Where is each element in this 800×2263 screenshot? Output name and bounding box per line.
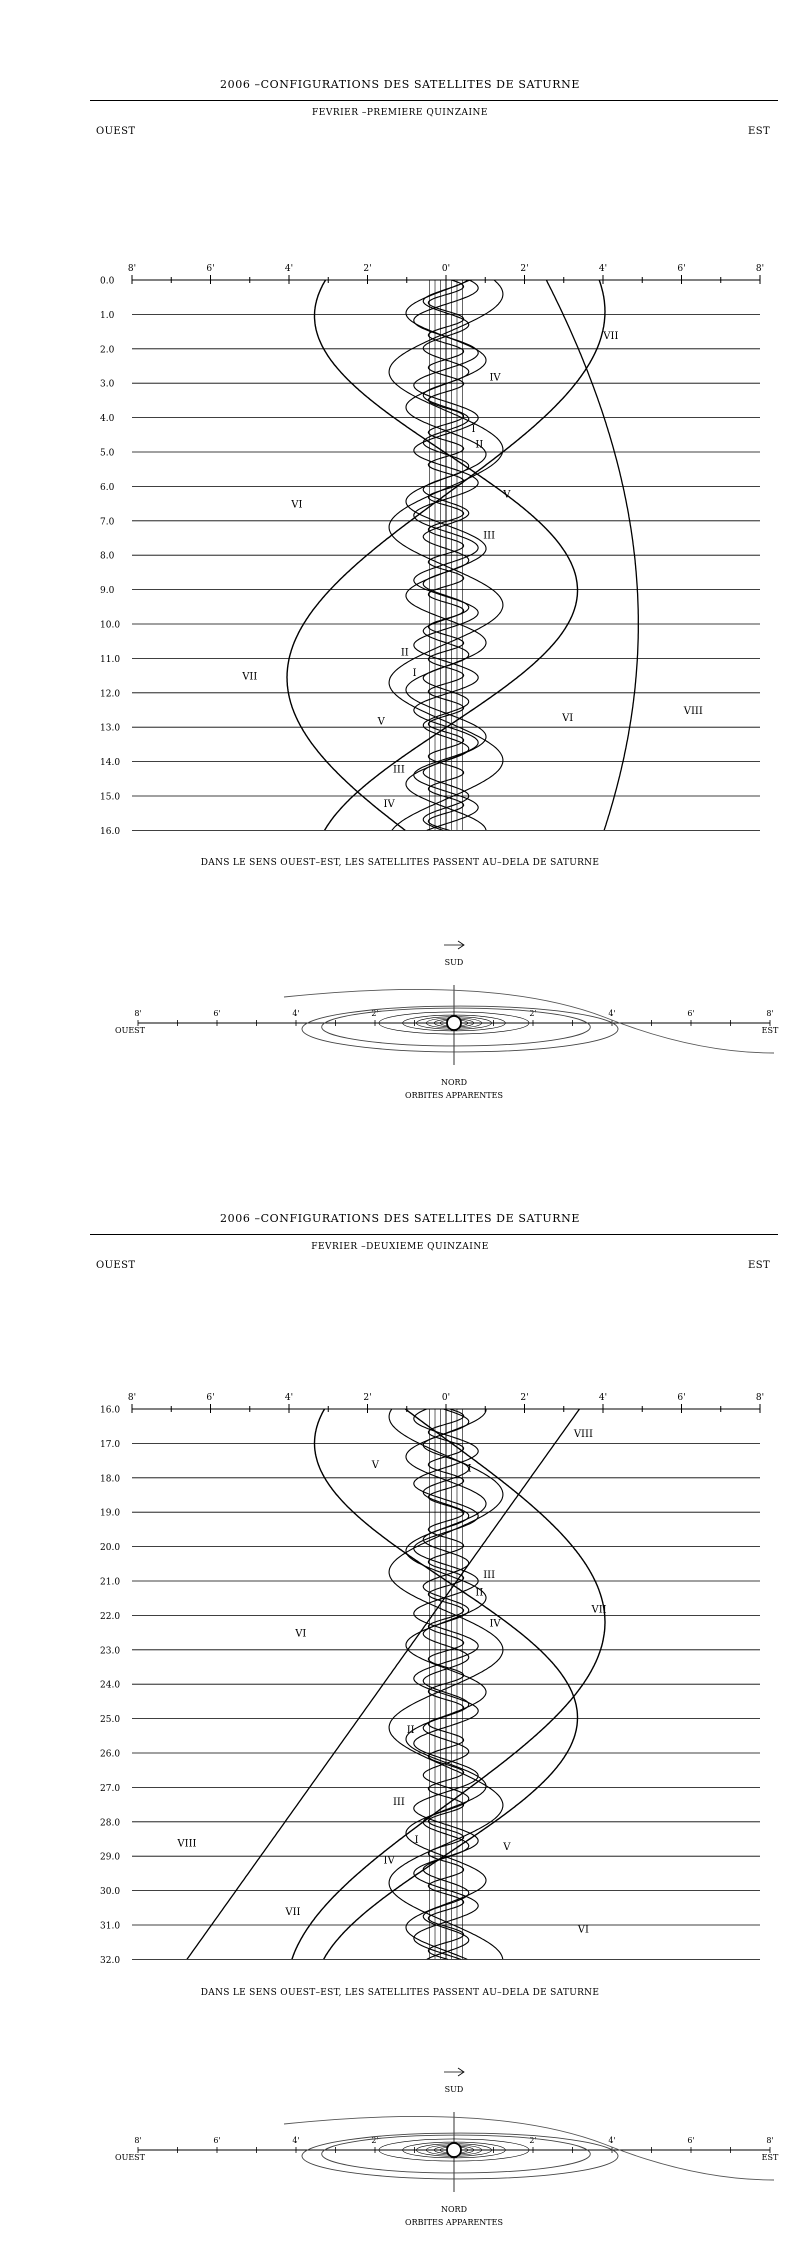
satellite-label: I	[467, 1463, 472, 1475]
day-label: 1.0	[100, 310, 115, 321]
day-label: 12.0	[100, 689, 121, 700]
day-label: 8.0	[100, 551, 115, 562]
day-label: 14.0	[100, 758, 121, 769]
saturn-disc	[447, 1016, 461, 1030]
x-tick-label: 2'	[520, 1393, 529, 1403]
day-label: 16.0	[100, 1405, 121, 1416]
satellite-label: III	[483, 1570, 496, 1582]
orbit-south-label: NORD	[441, 1078, 467, 1087]
satellite-label: VII	[285, 1907, 301, 1919]
day-label: 4.0	[100, 414, 115, 425]
satellite-label: IV	[383, 1855, 395, 1867]
panel-second-fortnight	[0, 1132, 800, 2262]
direction-note: DANS LE SENS OUEST–EST, LES SATELLITES PASSENT AU–DELA DE SATURNE	[200, 1988, 600, 1998]
day-label: 25.0	[100, 1715, 121, 1726]
day-label: 20.0	[100, 1543, 121, 1554]
satellite-label: II	[475, 439, 484, 451]
day-label: 28.0	[100, 1818, 121, 1829]
day-label: 32.0	[100, 1955, 121, 1966]
east-label: EST	[748, 126, 771, 137]
satellite-label: VI	[562, 712, 574, 724]
x-tick-label: 6'	[677, 264, 686, 274]
x-tick-label: 8'	[127, 264, 137, 274]
orbit-east-label: EST	[761, 1026, 779, 1035]
title-rule	[90, 1234, 778, 1235]
satellite-label: VIII	[573, 1429, 593, 1441]
satellite-label: II	[406, 1724, 415, 1736]
orbit-east-label: EST	[761, 2153, 779, 2162]
day-label: 30.0	[100, 1887, 121, 1898]
orbit-tick-label: 6'	[213, 1009, 221, 1018]
x-tick-label: 4'	[284, 1393, 294, 1403]
direction-note: DANS LE SENS OUEST–EST, LES SATELLITES PASSENT AU–DELA DE SATURNE	[200, 858, 600, 868]
day-label: 2.0	[100, 345, 115, 356]
satellite-label: I	[471, 423, 476, 435]
day-label: 19.0	[100, 1508, 121, 1519]
satellite-configuration-chart	[0, 1384, 800, 1974]
day-label: 3.0	[100, 379, 115, 390]
orbit-tick-label: 6'	[687, 2136, 695, 2145]
apparent-orbits-diagram	[0, 915, 800, 1115]
page-subtitle: FEVRIER –PREMIERE QUINZAINE	[312, 108, 488, 118]
day-label: 11.0	[100, 654, 121, 665]
orbit-north-label: SUD	[444, 2085, 464, 2094]
x-tick-label: 6'	[206, 264, 215, 274]
satellite-label: V	[377, 716, 385, 728]
satellite-label: VI	[577, 1924, 589, 1936]
satellite-label: II	[400, 647, 409, 659]
orbit-viii	[284, 2116, 774, 2180]
orbit-tick-label: 4'	[292, 2136, 300, 2145]
x-tick-label: 4'	[598, 1393, 608, 1403]
satellite-label: III	[483, 530, 496, 542]
day-label: 27.0	[100, 1783, 121, 1794]
x-tick-label: 8'	[127, 1393, 137, 1403]
day-label: 16.0	[100, 826, 121, 837]
east-label: EST	[748, 1260, 771, 1271]
orbit-caption: ORBITES APPARENTES	[405, 1091, 503, 1100]
orbit-caption: ORBITES APPARENTES	[405, 2218, 503, 2227]
panel-first-fortnight	[0, 0, 800, 1120]
orbit-tick-label: 2'	[529, 2136, 537, 2145]
x-tick-label: 4'	[598, 264, 608, 274]
orbit-tick-label: 8'	[766, 1009, 774, 1018]
day-label: 0.0	[100, 276, 115, 287]
satellite-label: IV	[383, 798, 395, 810]
satellite-label: I	[412, 668, 417, 680]
orbit-tick-label: 6'	[213, 2136, 221, 2145]
satellite-label: VI	[291, 499, 303, 511]
orbit-tick-label: 4'	[608, 1009, 616, 1018]
satellite-configuration-chart	[0, 255, 800, 845]
x-tick-label: 6'	[677, 1393, 686, 1403]
page-subtitle: FEVRIER –DEUXIEME QUINZAINE	[311, 1242, 489, 1252]
satellite-label: I	[414, 1835, 419, 1846]
satellite-label: III	[392, 1797, 405, 1809]
west-label: OUEST	[96, 126, 136, 137]
orbit-tick-label: 4'	[608, 2136, 616, 2145]
orbit-tick-label: 6'	[687, 1009, 695, 1018]
orbit-west-label: OUEST	[115, 2153, 145, 2162]
day-label: 31.0	[100, 1921, 121, 1932]
orbit-tick-label: 4'	[292, 1009, 300, 1018]
satellite-label: II	[475, 1587, 484, 1599]
x-tick-label: 8'	[755, 264, 765, 274]
day-label: 21.0	[100, 1577, 121, 1588]
satellite-label: VII	[591, 1604, 607, 1616]
satellite-label: V	[371, 1460, 379, 1472]
page-title: 2006 –CONFIGURATIONS DES SATELLITES DE SATURNE	[220, 1212, 580, 1225]
day-label: 24.0	[100, 1680, 121, 1691]
x-tick-label: 4'	[284, 264, 294, 274]
orbit-tick-label: 8'	[766, 2136, 774, 2145]
day-label: 18.0	[100, 1474, 121, 1485]
satellite-label: IV	[489, 1618, 501, 1630]
day-label: 17.0	[100, 1439, 121, 1450]
orbit-viii	[284, 989, 774, 1053]
satellite-label: IV	[489, 372, 501, 384]
satellite-label: VI	[295, 1628, 307, 1640]
day-label: 7.0	[100, 517, 115, 528]
day-label: 9.0	[100, 586, 115, 597]
day-label: 29.0	[100, 1852, 121, 1863]
orbit-tick-label: 8'	[134, 2136, 142, 2145]
satellite-label: III	[392, 764, 405, 776]
apparent-orbits-diagram	[0, 2042, 800, 2252]
satellite-label: VIII	[683, 706, 703, 717]
day-label: 6.0	[100, 482, 115, 493]
satellite-label: VII	[603, 331, 619, 343]
x-tick-label: 6'	[206, 1393, 215, 1403]
day-label: 5.0	[100, 448, 115, 459]
satellite-label: VII	[242, 671, 258, 683]
orbit-tick-label: 8'	[134, 1009, 142, 1018]
x-tick-label: 2'	[363, 1393, 372, 1403]
page-title: 2006 –CONFIGURATIONS DES SATELLITES DE SATURNE	[220, 78, 580, 91]
day-label: 22.0	[100, 1611, 121, 1622]
orbit-tick-label: 2'	[371, 1009, 379, 1018]
x-tick-label: 0'	[441, 1393, 451, 1403]
satellite-label: V	[503, 489, 511, 501]
satellite-label: VIII	[177, 1838, 197, 1850]
day-label: 26.0	[100, 1749, 121, 1760]
orbit-tick-label: 2'	[529, 1009, 537, 1018]
satellite-label: V	[503, 1841, 511, 1853]
x-tick-label: 0'	[441, 264, 451, 274]
orbit-north-label: SUD	[444, 958, 464, 967]
title-rule	[90, 100, 778, 101]
x-tick-label: 2'	[363, 264, 372, 274]
x-tick-label: 2'	[520, 264, 529, 274]
day-label: 23.0	[100, 1646, 121, 1657]
saturn-disc	[447, 2143, 461, 2157]
day-label: 10.0	[100, 620, 121, 631]
day-label: 13.0	[100, 723, 121, 734]
day-label: 15.0	[100, 792, 121, 803]
orbit-tick-label: 2'	[371, 2136, 379, 2145]
orbit-west-label: OUEST	[115, 1026, 145, 1035]
x-tick-label: 8'	[755, 1393, 765, 1403]
west-label: OUEST	[96, 1260, 136, 1271]
orbit-south-label: NORD	[441, 2205, 467, 2214]
